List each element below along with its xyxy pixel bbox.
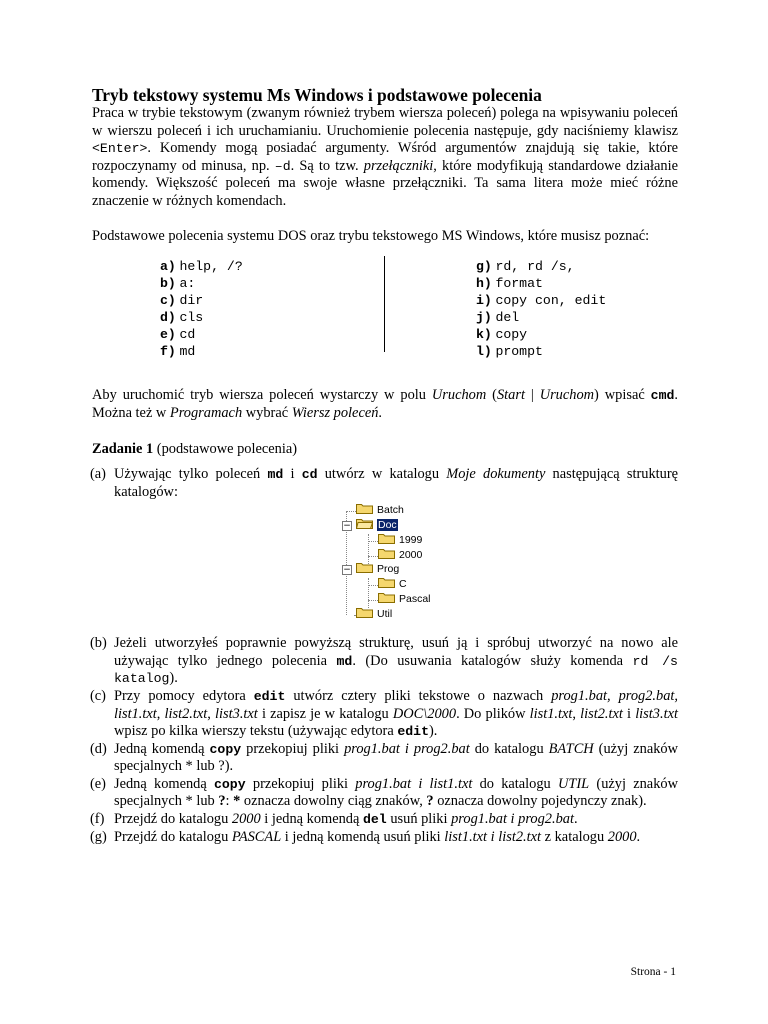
- folder-c[interactable]: C: [378, 577, 407, 592]
- command-item: d) cls: [160, 310, 204, 326]
- folder-1999[interactable]: 1999: [378, 533, 422, 548]
- folder-icon: [378, 592, 395, 603]
- intro-text: . Są to tzw.: [290, 157, 364, 174]
- folder-icon: [378, 533, 395, 544]
- folder-pascal[interactable]: Pascal: [378, 592, 431, 607]
- commands-left-column: [160, 258, 243, 360]
- command-item: c) dir: [160, 293, 204, 309]
- command-item: l) prompt: [476, 344, 543, 360]
- task-item-f: (f) Przejdź do katalogu 2000 i jedną komendą del usuń pliki prog1.bat i prog2.bat.: [90, 811, 578, 828]
- task-item-a: (a) Używając tylko poleceń md i cd utwórz w katalogu Moje dokumenty następującą strukturę katalogów:: [90, 465, 679, 500]
- folder-icon: [356, 562, 373, 573]
- folder-doc[interactable]: Doc: [356, 518, 398, 533]
- collapse-toggle[interactable]: −: [343, 521, 351, 532]
- folder-icon: [378, 548, 395, 559]
- folder-2000[interactable]: 2000: [378, 548, 422, 563]
- enter-key: <Enter>: [92, 141, 148, 157]
- command-item: b) a:: [160, 276, 196, 292]
- command-item: j) del: [476, 310, 520, 326]
- intro-text: Praca w trybie tekstowym (zwanym również trybem wiersza poleceń) polega na wpisywaniu poleceń w wierszu poleceń i ich uruchamianiu. Uruchomienie polecenia następuje, gdy naciśniemy klawisz: [92, 105, 678, 139]
- folder-tree: [92, 503, 678, 623]
- task-item-c: (c) Przy pomocy edytora edit utwórz cztery pliki tekstowe o nazwach prog1.bat, prog2.bat, list1.txt, list2.txt, list3.txt i zapisz je w katalogu DOC\2000. Do plików list1.txt, list2.txt i list3.txt wpisz po kilka wierszy tekstu (używając edytora edit).: [90, 687, 678, 740]
- commands-right-column: [476, 258, 606, 360]
- open-folder-icon: [356, 518, 373, 529]
- intro-text: . Komendy mogą posiadać argumenty. Wśród argumentów znajdują się takie, które rozpoczynamy od minusa, np.: [92, 140, 678, 174]
- cmd-command: cmd: [650, 388, 675, 404]
- command-item: k) copy: [476, 327, 528, 343]
- intro-text: , które modyfikują standardowe działanie komendy. Większość poleceń ma swoje własne przełączniki. Ta sama litera może mieć różne znaczenie w różnych komendach.: [92, 157, 678, 209]
- folder-batch[interactable]: Batch: [356, 503, 404, 518]
- command-item: g) rd, rd /s,: [476, 259, 575, 275]
- switches-term: przełączniki: [363, 157, 434, 174]
- page-title: Tryb tekstowy systemu Ms Windows i podstawowe polecenia: [92, 85, 542, 105]
- commands-list: [92, 258, 678, 358]
- folder-util[interactable]: Util: [356, 607, 392, 622]
- run-paragraph: Aby uruchomić tryb wiersza poleceń wystarczy w polu Uruchom (Start | Uruchom) wpisać cmd. Można też w Programach wybrać Wiersz poleceń.: [92, 387, 679, 421]
- document-page: [92, 86, 678, 846]
- command-item: h) format: [476, 276, 543, 292]
- collapse-toggle[interactable]: −: [343, 565, 351, 576]
- command-item: f) md: [160, 344, 196, 360]
- task-item-b: (b) Jeżeli utworzyłeś poprawnie powyższą strukturę, usuń ją i spróbuj utworzyć na nowo ale używając tylko jednego polecenia md. (Do usuwania katalogów służy komenda rd /s katalog).: [90, 635, 678, 687]
- folder-icon: [378, 577, 395, 588]
- folder-icon: [356, 607, 373, 618]
- commands-intro: Podstawowe polecenia systemu DOS oraz trybu tekstowego MS Windows, które musisz poznać:: [92, 227, 650, 244]
- folder-prog[interactable]: Prog: [356, 562, 399, 577]
- option-example: –d: [274, 158, 291, 174]
- task-item-e: (e) Jedną komendą copy przekopiuj pliki prog1.bat i list1.txt do katalogu UTIL (użyj znaków specjalnych * lub ?: * oznacza dowolny ciąg znaków, ? oznacza dowolny pojedynczy znak).: [90, 775, 678, 810]
- column-divider: [384, 256, 385, 352]
- command-item: e) cd: [160, 327, 196, 343]
- folder-icon: [356, 503, 373, 514]
- page-number: Strona - 1: [630, 966, 676, 978]
- task-item-g: (g) Przejdź do katalogu PASCAL i jedną komendą usuń pliki list1.txt i list2.txt z katalogu 2000.: [90, 828, 641, 845]
- command-item: i) copy con, edit: [476, 293, 607, 309]
- task-items: [92, 466, 678, 846]
- command-item: a) help, /?: [160, 259, 243, 275]
- task-heading: Zadanie 1 (podstawowe polecenia): [92, 441, 298, 458]
- task-item-d: (d) Jedną komendą copy przekopiuj pliki prog1.bat i prog2.bat do katalogu BATCH (użyj znaków specjalnych * lub ?).: [90, 740, 678, 775]
- intro-paragraph: [92, 105, 678, 211]
